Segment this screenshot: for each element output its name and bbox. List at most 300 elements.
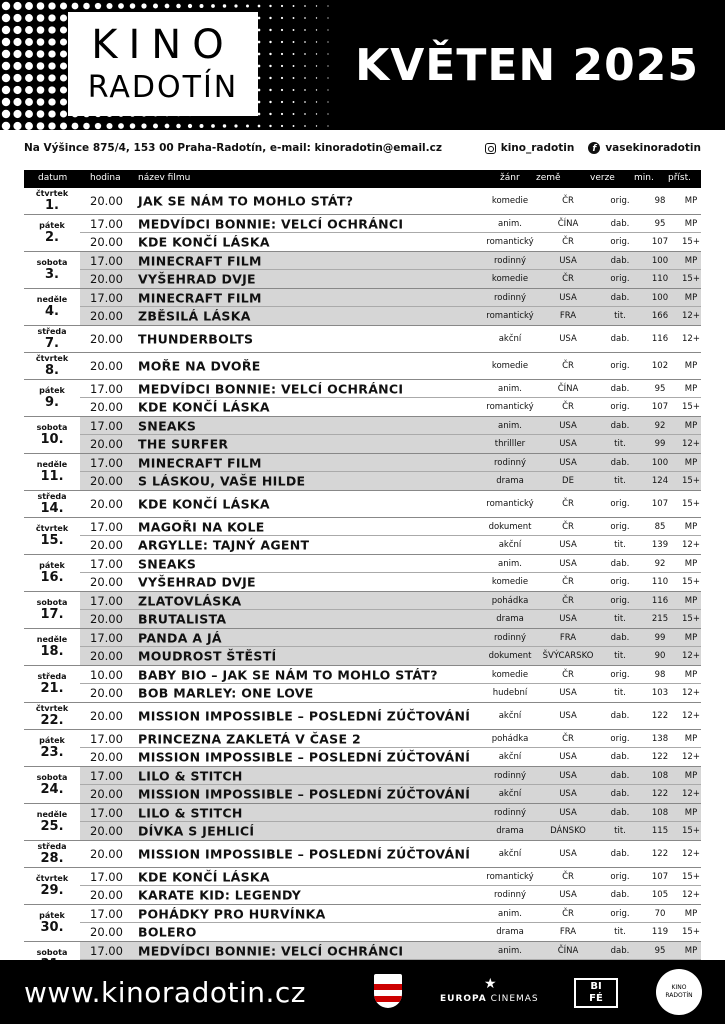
decor-dot [281,5,283,7]
table-row[interactable] [80,923,701,941]
table-row[interactable] [80,886,701,904]
europa-label-bold: EUROPA [440,994,487,1004]
day-name: neděle [36,460,68,469]
film-minutes: 139 [651,540,669,550]
decor-dot [327,53,328,54]
table-row[interactable] [80,353,701,379]
film-country: FRA [559,632,577,643]
film-country: ČR [562,908,574,919]
table-row[interactable] [80,610,701,628]
decor-dot [258,89,261,92]
col-minutes: min. [634,173,654,183]
film-title: ARGYLLE: TAJNÝ AGENT [138,537,310,553]
film-minutes: 100 [651,457,669,468]
film-minutes: 99 [654,439,666,449]
day-name: pátek [39,911,65,920]
film-version: orig. [610,274,630,284]
table-row[interactable] [80,841,701,867]
day-name: sobota [36,773,68,782]
decor-dot [60,122,67,129]
film-genre: anim. [498,558,522,569]
film-access: MP [684,632,698,643]
table-row[interactable] [80,491,701,517]
film-minutes: 122 [651,849,669,859]
decor-dot [316,53,317,54]
instagram-link[interactable] [485,142,575,154]
decor-dot [327,41,328,42]
decor-dot [293,17,295,19]
decor-dot [211,4,215,8]
film-country: ČR [562,577,574,587]
table-row[interactable] [80,454,701,472]
kino-radotin-badge [656,969,702,1015]
header-banner [0,0,725,130]
decor-dot [37,14,45,22]
decor-dot [293,29,295,31]
table-row[interactable] [80,822,701,840]
show-time: 20.00 [90,925,123,939]
film-access: 12+ [682,311,700,321]
table-row[interactable] [80,684,701,702]
film-title: MISSION IMPOSSIBLE – POSLEDNÍ ZÚČTOVÁNÍ [138,786,471,802]
film-version: dab. [610,752,630,762]
day-label [24,592,80,628]
film-version: dab. [610,420,630,431]
film-version: dab. [610,945,630,956]
table-row[interactable] [80,270,701,288]
day-number: 4. [45,304,59,319]
decor-dot [200,4,204,8]
bi-logo-line2: FÉ [589,993,603,1004]
decor-dot [48,86,55,93]
day-label [24,767,80,803]
film-genre: drama [496,476,524,486]
show-time: 17.00 [90,731,123,746]
film-access: MP [684,457,698,468]
day-block [24,555,701,592]
decor-dot [48,2,55,9]
day-block [24,730,701,767]
film-version: orig. [610,871,630,882]
film-minutes: 90 [654,651,666,661]
film-access: 15+ [682,614,700,624]
decor-dot [293,77,295,79]
table-row[interactable] [80,573,701,591]
table-row[interactable] [80,307,701,325]
film-minutes: 98 [654,669,666,680]
film-version: orig. [610,577,630,587]
film-version: tit. [614,540,626,550]
day-name: pátek [39,386,65,395]
decor-dot [37,122,45,130]
table-row[interactable] [80,905,701,923]
film-access: MP [684,218,698,229]
decor-dot [2,50,10,58]
decor-dot [25,74,33,82]
decor-dot [316,101,317,102]
col-genre: žánr [500,173,520,183]
europa-label: CINEMAS [490,994,539,1004]
film-access: 12+ [682,752,700,762]
film-minutes: 124 [651,476,669,486]
film-access: 12+ [682,439,700,449]
film-genre: pohádka [491,733,529,744]
decor-dot [13,98,21,106]
decor-dot [141,123,146,128]
table-row[interactable] [80,289,701,307]
show-time: 20.00 [90,787,123,801]
film-title: MOŘE NA DVOŘE [138,358,261,374]
film-country: USA [559,540,577,550]
decor-dot [211,124,215,128]
film-title: MEDVÍDCI BONNIE: VELCÍ OCHRÁNCI [138,943,404,958]
table-row[interactable] [80,629,701,647]
film-minutes: 110 [651,274,669,284]
decor-dot [258,101,261,104]
table-row[interactable] [80,380,701,398]
film-version: tit. [614,927,626,937]
table-row[interactable] [80,472,701,490]
decor-dot [48,38,55,45]
day-block [24,841,701,868]
film-title: MAGOŘI NA KOLE [138,519,265,534]
decor-dot [258,77,261,80]
film-country: ČR [562,595,574,606]
decor-dot [153,123,158,128]
film-minutes: 110 [651,577,669,587]
table-row[interactable] [80,785,701,803]
day-name: čtvrtek [35,704,69,713]
day-name: středa [37,672,67,681]
day-block [24,326,701,353]
film-minutes: 95 [654,383,666,394]
table-row[interactable] [80,942,701,960]
table-row[interactable] [80,536,701,554]
decor-dot [25,98,33,106]
decor-dot [304,41,306,43]
decor-dot [48,98,55,105]
decor-dot [293,5,295,7]
film-genre: thrilller [494,439,526,449]
table-row[interactable] [80,592,701,610]
table-row[interactable] [80,748,701,766]
film-country: ČÍNA [557,945,579,956]
film-genre: anim. [498,420,522,431]
film-country: ČR [562,361,574,371]
film-version: orig. [610,361,630,371]
film-genre: rodinný [493,255,527,266]
decor-dot [13,74,21,82]
decor-dot [293,113,295,115]
film-version: tit. [614,439,626,449]
day-block [24,767,701,804]
day-name: neděle [36,635,68,644]
decor-dot [165,4,170,9]
logo-line-radotin: RADOTÍN [87,70,239,105]
film-version: orig. [610,402,630,412]
day-number: 16. [40,570,64,585]
film-access: 12+ [682,540,700,550]
day-block [24,491,701,518]
film-access: MP [684,595,698,606]
film-version: dab. [610,558,630,569]
decor-dot [281,89,283,91]
film-title: BOB MARLEY: ONE LOVE [138,685,314,701]
film-minutes: 116 [651,334,669,344]
film-title: ZBĚSILÁ LÁSKA [138,308,251,324]
show-time: 20.00 [90,497,123,511]
decor-dot [327,17,328,18]
film-minutes: 105 [651,890,669,900]
decor-dot [83,3,90,10]
day-block [24,666,701,703]
decor-dot [246,5,249,8]
table-row[interactable] [80,518,701,536]
decor-dot [141,3,146,8]
film-access: 15+ [682,499,700,509]
decor-dot [281,77,283,79]
day-name: čtvrtek [35,189,69,198]
film-genre: drama [496,927,524,937]
table-header [24,170,701,188]
table-row[interactable] [80,417,701,435]
film-access: MP [684,945,698,956]
day-number: 22. [40,713,64,728]
table-row[interactable] [80,767,701,785]
film-title: KDE KONČÍ LÁSKA [138,496,270,512]
decor-dot [293,53,295,55]
day-block [24,703,701,730]
film-title: JAK SE NÁM TO MOHLO STÁT? [138,193,354,209]
film-country: USA [559,688,577,698]
decor-dot [258,29,261,32]
decor-dot [258,5,261,8]
decor-dot [95,3,101,9]
logo-line-kino: KINO [91,22,235,68]
film-minutes: 122 [651,752,669,762]
day-label [24,666,80,702]
table-row[interactable] [80,868,701,886]
film-version: orig. [610,669,630,680]
table-row[interactable] [80,555,701,573]
film-version: orig. [610,237,630,247]
film-access: MP [684,669,698,680]
decor-dot [2,110,10,118]
film-version: orig. [610,908,630,919]
decor-dot [37,62,45,70]
show-time: 20.00 [90,194,123,208]
film-minutes: 108 [651,807,669,818]
decor-dot [25,26,33,34]
decor-dot [153,3,158,8]
table-row[interactable] [80,188,701,214]
decor-dot [304,89,306,91]
decor-dot [37,74,45,82]
table-row[interactable] [80,326,701,352]
film-genre: anim. [498,383,522,394]
film-version: tit. [614,826,626,836]
decor-dot [60,62,67,69]
film-version: dab. [610,807,630,818]
instagram-handle: kino_radotin [500,142,575,154]
decor-dot [293,125,295,127]
film-title: KDE KONČÍ LÁSKA [138,869,270,884]
film-version: orig. [610,595,630,606]
decor-dot [269,89,271,91]
film-genre: rodinný [493,770,527,781]
decor-dot [48,74,55,81]
film-access: MP [684,807,698,818]
table-row[interactable] [80,398,701,416]
show-time: 20.00 [90,332,123,346]
show-time: 17.00 [90,805,123,820]
facebook-link[interactable] [588,142,701,154]
show-time: 17.00 [90,768,123,783]
film-title: MINECRAFT FILM [138,290,262,305]
table-row[interactable] [80,730,701,748]
decor-dot [234,124,237,127]
film-access: 12+ [682,688,700,698]
decor-dot [2,98,10,106]
table-row[interactable] [80,233,701,251]
decor-dot [13,38,21,46]
show-time: 17.00 [90,869,123,884]
show-time: 20.00 [90,235,123,249]
day-label [24,491,80,517]
decor-dot [293,101,295,103]
film-country: USA [559,292,577,303]
day-number: 8. [45,363,59,378]
decor-dot [327,65,328,66]
decor-dot [269,29,271,31]
film-genre: rodinný [493,457,527,468]
decor-dot [60,2,67,9]
table-row[interactable] [80,666,701,684]
decor-dot [281,113,283,115]
decor-dot [304,65,306,67]
film-access: 12+ [682,849,700,859]
film-version: dab. [610,890,630,900]
film-access: 15+ [682,274,700,284]
day-label [24,326,80,352]
film-access: MP [684,733,698,744]
decor-dot [13,50,21,58]
film-genre: komedie [491,196,529,206]
bi-logo-line1: BI [590,981,602,992]
film-minutes: 85 [654,521,666,532]
decor-dot [13,110,21,118]
day-block [24,353,701,380]
film-country: ČR [562,237,574,247]
show-time: 20.00 [90,709,123,723]
decor-dot [118,123,124,129]
film-country: USA [559,807,577,818]
film-country: USA [559,439,577,449]
table-row[interactable] [80,435,701,453]
film-genre: anim. [498,945,522,956]
decor-dot [95,123,101,129]
film-access: MP [684,521,698,532]
decor-dot [37,98,45,106]
show-time: 17.00 [90,943,123,958]
show-time: 17.00 [90,593,123,608]
day-number: 21. [40,681,64,696]
table-row[interactable] [80,703,701,729]
decor-dot [304,77,306,79]
film-genre: romantický [486,871,534,882]
decor-dot [83,123,90,130]
film-version: dab. [610,292,630,303]
decor-dot [293,41,295,43]
film-version: dab. [610,383,630,394]
day-block [24,215,701,252]
decor-dot [13,2,21,10]
decor-dot [2,26,10,34]
show-time: 20.00 [90,575,123,589]
film-genre: akční [498,540,522,550]
film-minutes: 99 [654,632,666,643]
film-access: 15+ [682,826,700,836]
film-country: ŠVÝCARSKO [542,651,594,661]
film-country: FRA [559,927,577,937]
film-title: BRUTALISTA [138,611,227,627]
schedule-table [24,170,701,979]
day-number: 29. [40,883,64,898]
film-title: MINECRAFT FILM [138,253,262,268]
film-version: dab. [610,632,630,643]
show-time: 17.00 [90,290,123,305]
day-number: 28. [40,851,64,866]
film-country: ČR [562,499,574,509]
day-number: 7. [45,336,59,351]
show-time: 17.00 [90,455,123,470]
table-row[interactable] [80,252,701,270]
film-genre: akční [498,752,522,762]
day-name: neděle [36,810,68,819]
badge-line1: KINO [671,984,687,991]
table-row[interactable] [80,215,701,233]
film-version: dab. [610,789,630,799]
decor-dot [176,124,181,129]
film-title: MOUDROST ŠTĚSTÍ [138,648,277,664]
day-label [24,380,80,416]
film-access: MP [684,420,698,431]
film-access: 12+ [682,890,700,900]
decor-dot [269,41,271,43]
film-genre: rodinný [493,632,527,643]
film-minutes: 119 [651,927,669,937]
decor-dot [25,14,33,22]
decor-dot [304,17,306,19]
website-link[interactable]: www.kinoradotin.cz [24,976,306,1009]
table-row[interactable] [80,647,701,665]
show-time: 17.00 [90,216,123,231]
film-country: ČR [562,521,574,532]
film-access: 12+ [682,789,700,799]
decor-dot [269,17,271,19]
decor-dot [106,123,112,129]
decor-dot [269,101,271,103]
decor-dot [13,14,21,22]
decor-dot [2,62,10,70]
decor-dot [2,2,10,10]
table-row[interactable] [80,804,701,822]
decor-dot [25,50,33,58]
film-access: MP [684,292,698,303]
show-time: 20.00 [90,400,123,414]
decor-dot [316,113,317,114]
decor-dot [37,86,45,94]
